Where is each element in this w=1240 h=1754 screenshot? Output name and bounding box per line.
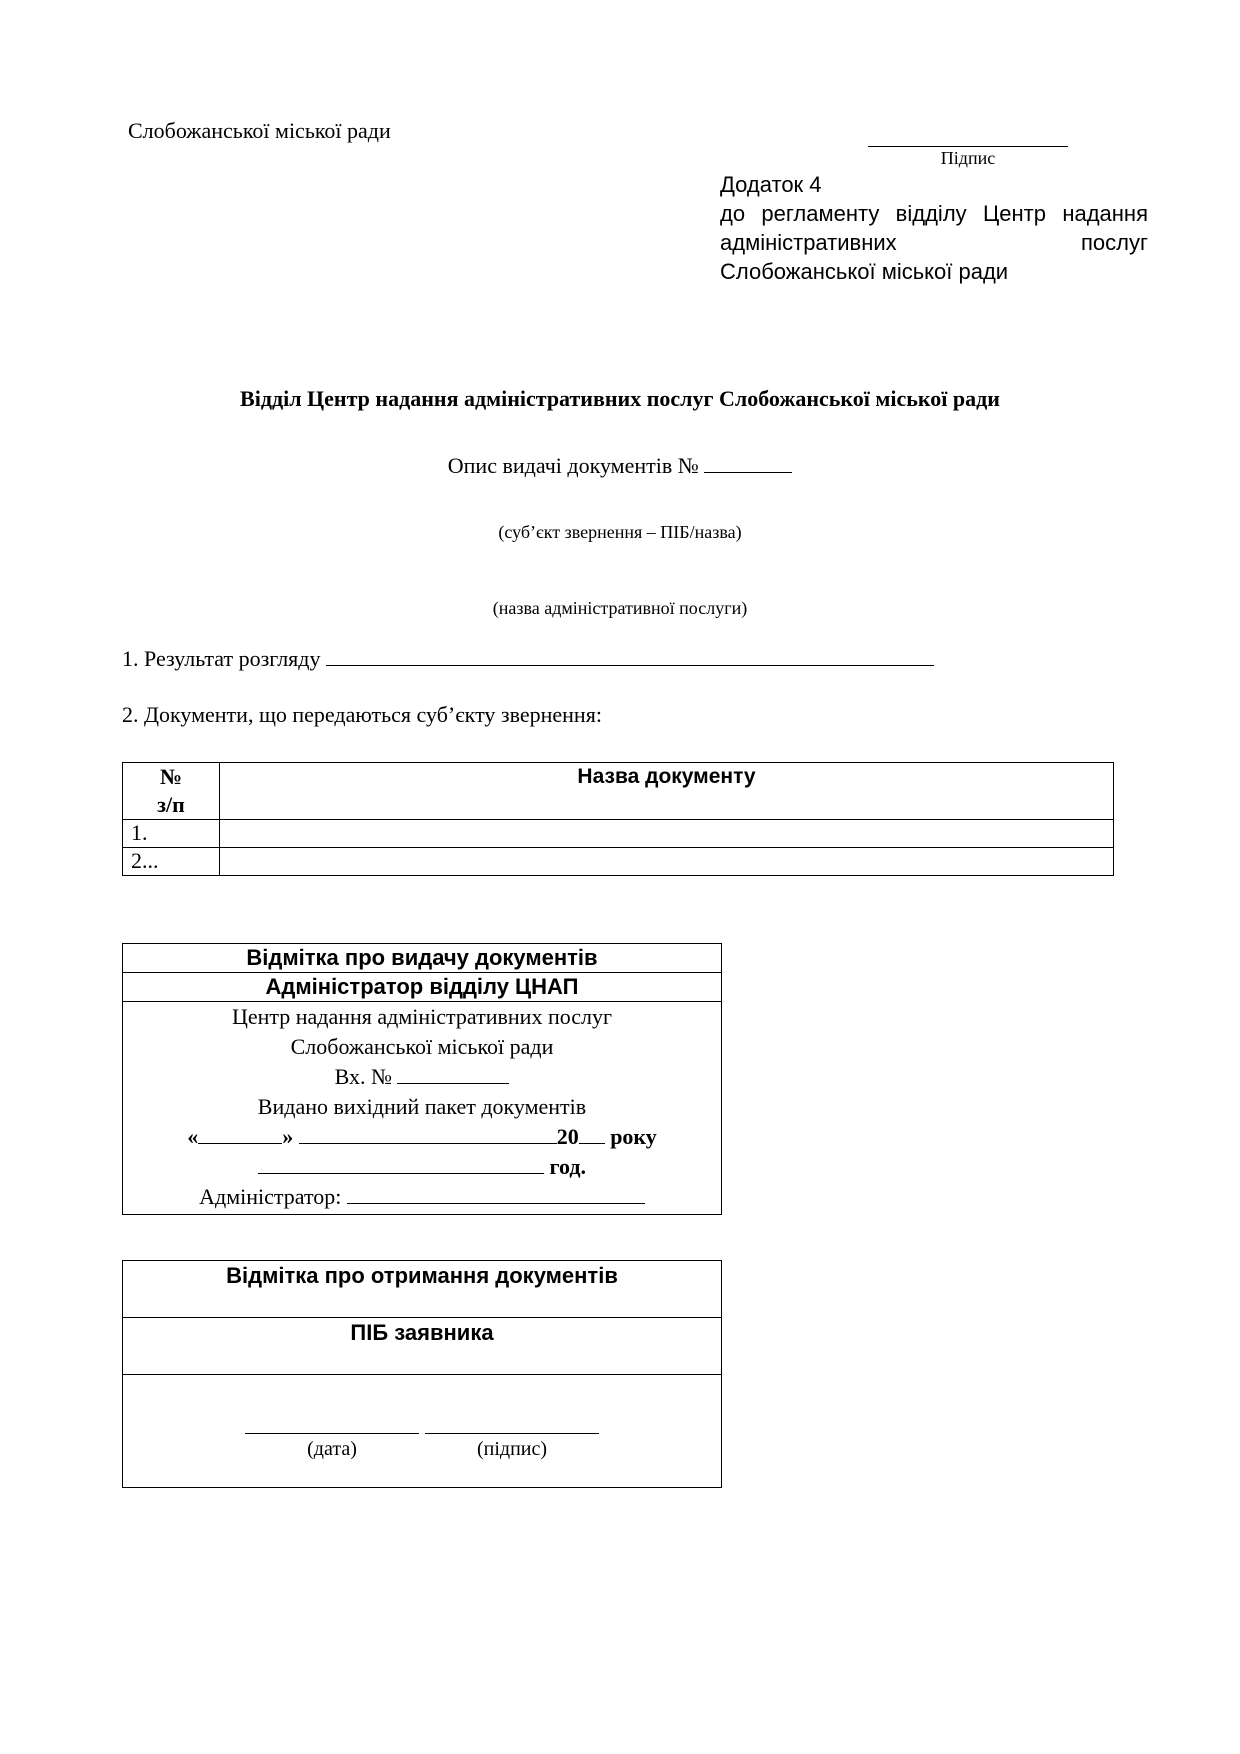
inventory-title <box>0 452 1240 479</box>
issue-date-row <box>129 1122 715 1152</box>
receipt-mark-table <box>122 1260 722 1488</box>
inventory-title-text: Опис видачі документів № <box>447 453 699 478</box>
service-caption: (назва адміністративної послуги) <box>492 598 748 618</box>
appendix-number: Додаток 4 <box>720 172 822 197</box>
signature-line <box>868 146 1068 147</box>
hour-blank <box>258 1153 544 1174</box>
receipt-sign-area <box>123 1375 722 1488</box>
issue-mark-body <box>123 1002 722 1215</box>
signature-caption: (підпис) <box>476 1438 548 1460</box>
result-label: 1. Результат розгляду <box>122 646 321 671</box>
appendix-line: до регламенту відділу Центр надання <box>720 201 1148 226</box>
documents-intro: 2. Документи, що передаються суб’єкту звернення: <box>122 702 602 727</box>
table-row <box>123 848 1114 876</box>
date-caption: (дата) <box>307 1438 357 1460</box>
hour-suffix: год. <box>549 1154 586 1179</box>
documents-table <box>122 762 1114 876</box>
year-suffix: року <box>610 1124 657 1149</box>
incoming-number-blank <box>397 1063 509 1084</box>
signature-field[interactable] <box>425 1433 599 1461</box>
date-line <box>245 1433 419 1434</box>
day-blank <box>198 1123 282 1144</box>
admin-blank <box>347 1183 645 1204</box>
column-header-number <box>123 763 220 820</box>
table-header-row <box>123 763 1114 820</box>
row-document-name[interactable] <box>220 848 1114 876</box>
issue-mark-table <box>122 943 722 1215</box>
incoming-label: Вх. № <box>334 1064 392 1089</box>
issue-mark-title: Відмітка про видачу документів <box>123 944 722 973</box>
center-line: Центр надання адміністративних послуг <box>231 1004 613 1029</box>
signature-line <box>425 1433 599 1434</box>
year-blank <box>579 1123 605 1144</box>
row-number: 1. <box>123 820 220 848</box>
inventory-number-blank <box>704 452 792 473</box>
applicant-name-label: ПІБ заявника <box>123 1318 722 1375</box>
month-blank <box>299 1123 557 1144</box>
table-row <box>123 820 1114 848</box>
admin-row <box>129 1182 715 1212</box>
column-header-number-line1: № <box>159 764 183 789</box>
subject-caption: (суб’єкт звернення – ПІБ/назва) <box>498 522 742 542</box>
appendix-line: адміністративних послуг <box>720 230 1148 255</box>
row-number: 2... <box>123 848 220 876</box>
row-document-name[interactable] <box>220 820 1114 848</box>
receipt-mark-title: Відмітка про отримання документів <box>123 1261 722 1318</box>
admin-label: Адміністратор: <box>199 1184 342 1209</box>
result-row <box>122 645 934 672</box>
column-header-number-line2: з/п <box>157 792 185 817</box>
column-header-document-name: Назва документу <box>220 763 1114 820</box>
result-blank <box>326 645 934 666</box>
main-heading: Відділ Центр надання адміністративних послуг Слобожанської міської ради <box>240 386 1000 411</box>
issue-hour-row <box>129 1152 715 1182</box>
quote-close: » <box>282 1124 294 1149</box>
issue-mark-subtitle: Адміністратор відділу ЦНАП <box>123 973 722 1002</box>
appendix-line: Слобожанської міської ради <box>720 259 1009 284</box>
date-field[interactable] <box>245 1433 419 1461</box>
year-prefix: 20 <box>556 1124 579 1149</box>
council-name-top: Слобожанської міської ради <box>128 118 391 143</box>
incoming-number-row <box>129 1062 715 1092</box>
appendix-block <box>720 170 1148 286</box>
signature-caption: Підпис <box>940 148 996 168</box>
center-line: Слобожанської міської ради <box>290 1034 554 1059</box>
quote-open: « <box>187 1124 199 1149</box>
issued-label: Видано вихідний пакет документів <box>257 1094 587 1119</box>
